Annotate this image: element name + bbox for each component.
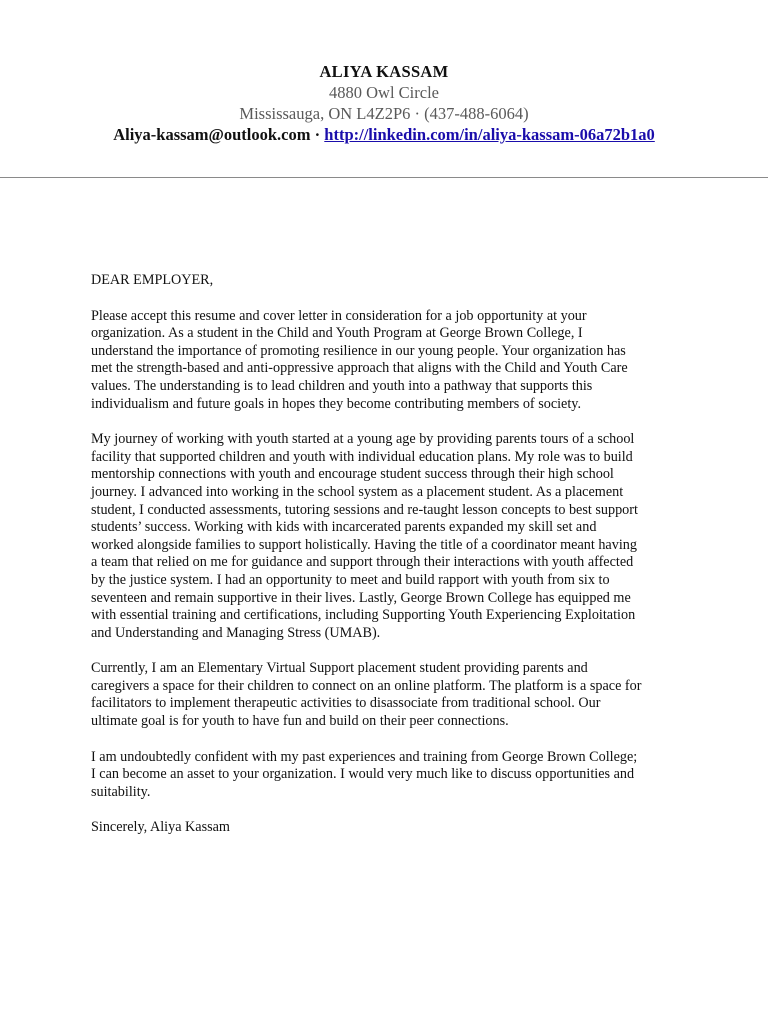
contact-line bbox=[0, 124, 768, 145]
paragraph-conclusion: I am undoubtedly confident with my past experiences and training from George Brown College; I can become an asset to your organization. I would very much like to discuss opportunities and suitability. bbox=[91, 748, 638, 800]
contact-separator: · bbox=[310, 125, 325, 144]
salutation: DEAR EMPLOYER, bbox=[91, 272, 214, 288]
closing-signature: Sincerely, Aliya Kassam bbox=[91, 819, 230, 836]
linkedin-link[interactable]: http://linkedin.com/in/aliya-kassam-06a72b1a0 bbox=[324, 125, 655, 144]
city-and-phone: Mississauga, ON L4Z2P6 · (437-488-6064) bbox=[239, 104, 529, 123]
paragraph-intro: Please accept this resume and cover letter in consideration for a job opportunity at your organization. As a student in the Child and Youth Program at George Brown College, I understand the importance of promoting resilience in our young people. Your organization has met the strength-based and anti-oppressive approach that aligns with the Child and Youth Care values. The understanding is to lead children and youth into a pathway that supports this individualism and future goals in hopes they become contributing members of society. bbox=[91, 307, 628, 412]
applicant-name: ALIYA KASSAM bbox=[319, 62, 449, 81]
header-divider bbox=[0, 177, 768, 178]
paragraph-experience: My journey of working with youth started at a young age by providing parents tours of a school facility that supported children and youth with individual education plans. My role was to build mentorship connections with youth and encourage student success through their high school journey. I advanced into working in the school system as a placement student. As a placement student, I conducted assessments, tutoring sessions and re-taught lesson concepts to best support students’ success. Working with kids with incarcerated parents expanded my skill set and worked alongside families to support holistically. Having the title of a coordinator meant having a team that relied on me for guidance and support through their interactions with youth affected by the justice system. I had an opportunity to meet and build rapport with youth from six to seventeen and remain supportive in their lives. Lastly, George Brown College has equipped me with essential training and certifications, including Supporting Youth Experiencing Exploitation and Understanding and Managing Stress (UMAB). bbox=[91, 431, 638, 641]
paragraph-current: Currently, I am an Elementary Virtual Support placement student providing parents and caregivers a space for their children to connect on an online platform. The platform is a space for facilitators to implement therapeutic activities to disassociate from traditional school. Our ultimate goal is for youth to have fun and build on their peer connections. bbox=[91, 660, 642, 730]
letterhead bbox=[0, 61, 768, 145]
email-address: Aliya-kassam@outlook.com bbox=[113, 125, 311, 144]
street-address: 4880 Owl Circle bbox=[329, 83, 439, 102]
letter-body bbox=[91, 272, 681, 855]
